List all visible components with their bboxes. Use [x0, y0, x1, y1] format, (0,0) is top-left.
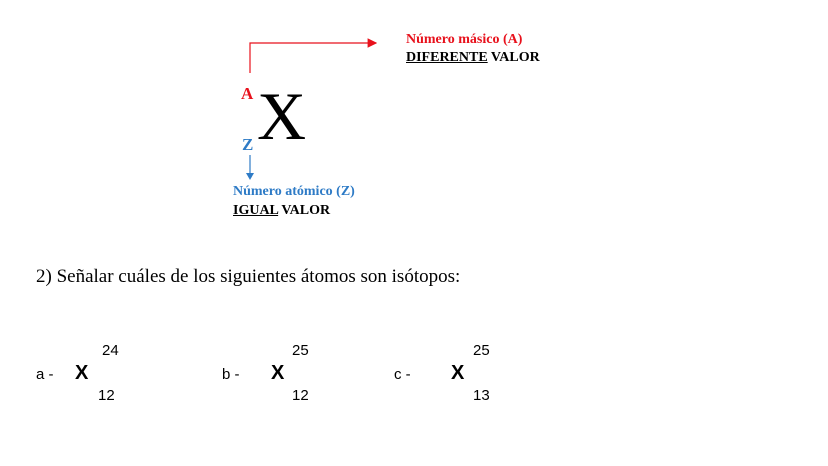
option-c-atomic: 13 [473, 387, 490, 404]
option-b-symbol: X [271, 362, 285, 384]
question-text: 2) Señalar cuáles de los siguientes átomos son isótopos: [36, 266, 461, 287]
option-b-atomic: 12 [292, 387, 309, 404]
option-b-mass: 25 [292, 342, 309, 359]
option-a-letter: a - [36, 366, 54, 383]
atomic-number-value-rest: VALOR [278, 203, 331, 218]
element-symbol: X [257, 78, 307, 154]
atomic-number-title: Número atómico (Z) [233, 184, 355, 199]
mass-number-value-underlined: DIFERENTE [406, 50, 488, 65]
option-c-mass: 25 [473, 342, 490, 359]
option-a-symbol: X [75, 362, 89, 384]
mass-number-value-rest: VALOR [487, 50, 540, 65]
atomic-number-letter: Z [242, 135, 254, 154]
option-b-letter: b - [222, 366, 240, 383]
mass-number-value [406, 50, 540, 66]
mass-number-arrow [250, 43, 376, 73]
option-c-symbol: X [451, 362, 465, 384]
option-c-letter: c - [394, 366, 411, 383]
atomic-number-value-underlined: IGUAL [233, 203, 279, 218]
option-a-atomic: 12 [98, 387, 115, 404]
mass-number-title: Número másico (A) [406, 32, 523, 47]
option-a-mass: 24 [102, 342, 119, 359]
atomic-number-value [233, 203, 330, 219]
mass-number-letter: A [241, 84, 254, 103]
